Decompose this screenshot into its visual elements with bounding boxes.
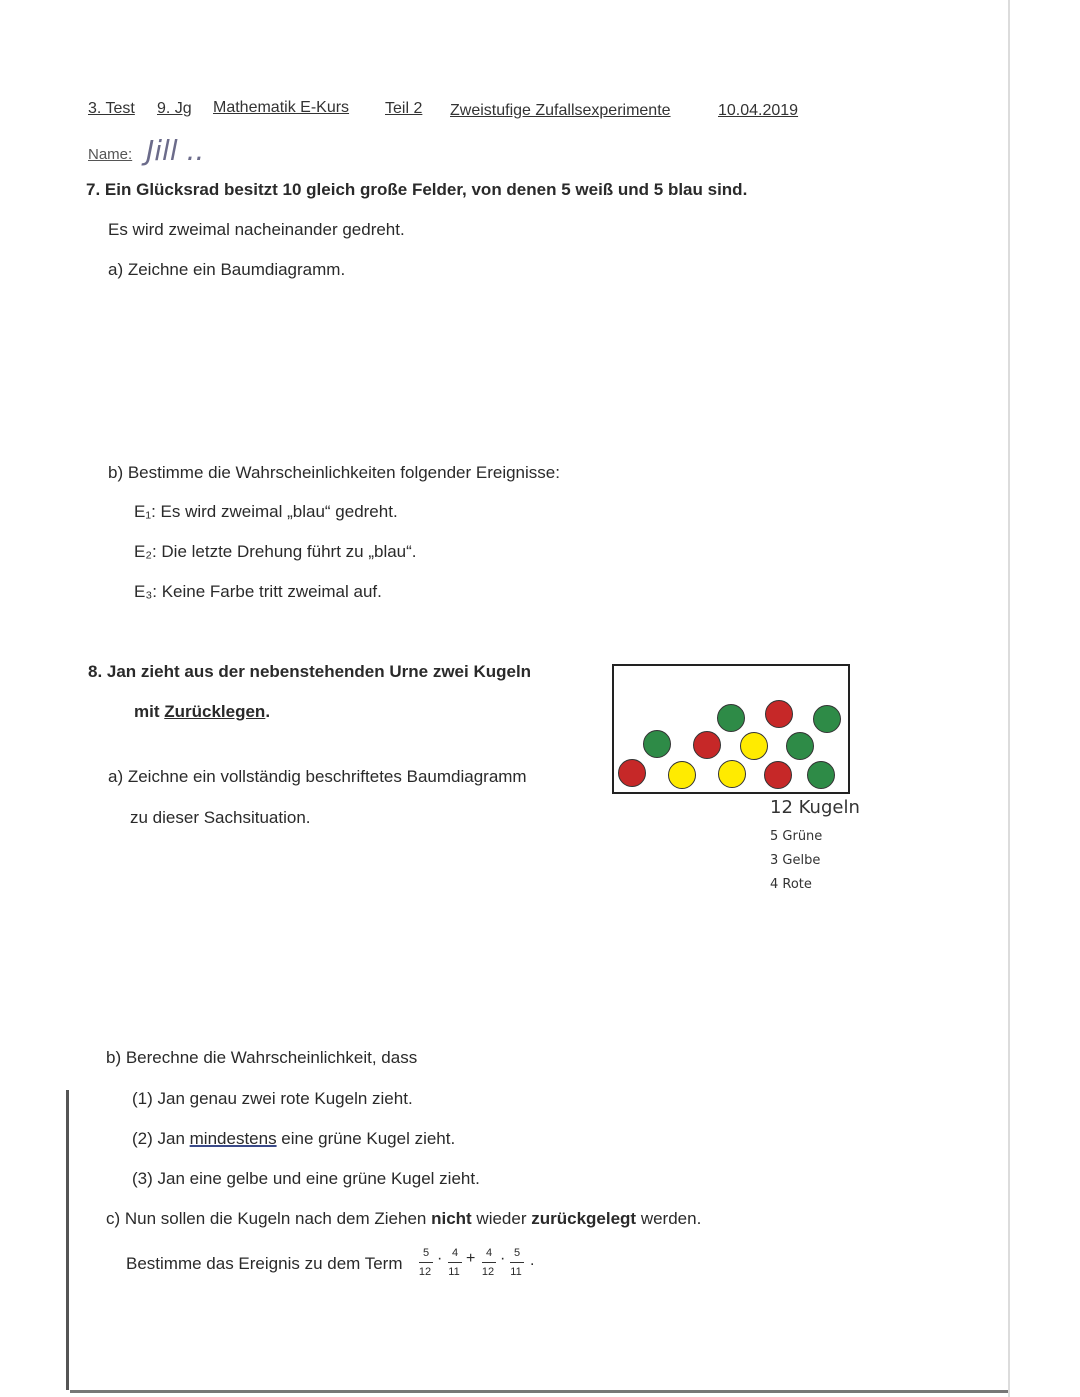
frac-numerator: 4 [451, 1247, 459, 1259]
header-subject: Mathematik E-Kurs [213, 99, 350, 116]
ball-green [807, 761, 835, 789]
frac-denominator: 12 [481, 1266, 495, 1278]
header-test: 3. Test [88, 100, 135, 117]
frac-line [419, 1262, 433, 1263]
multiply-dot: · [500, 1250, 506, 1267]
task7-e2: E₂: Die letzte Drehung führt zu „blau“. [134, 542, 417, 561]
task7-e3: E₃: Keine Farbe tritt zweimal auf. [134, 582, 382, 601]
frac-line [482, 1262, 496, 1263]
ball-red [618, 759, 646, 787]
task7-line2: Es wird zweimal nacheinander gedreht. [108, 220, 405, 239]
note-total: 12 Kugeln [770, 797, 860, 818]
task8-line1: 8. Jan zieht aus der nebenstehenden Urne zwei Kugeln [88, 662, 532, 681]
page-edge-bottom [70, 1390, 1008, 1393]
frac-denominator: 11 [510, 1266, 522, 1278]
task8-c-prefix: c) Nun sollen die Kugeln nach dem Ziehen [106, 1209, 432, 1228]
task7-b: b) Bestimme die Wahrscheinlichkeiten folgender Ereignisse: [108, 463, 560, 482]
ball-green [643, 730, 671, 758]
ball-red [693, 731, 721, 759]
frac-denominator: 11 [448, 1266, 460, 1278]
task8-mindestens: mindestens [189, 1129, 277, 1148]
task8-b2-prefix: (2) Jan [132, 1129, 190, 1148]
task8-line2 [134, 702, 270, 722]
task8-b2 [132, 1129, 455, 1149]
task8-line2-suffix: . [265, 702, 271, 721]
term-end-dot: . [530, 1252, 535, 1269]
task8-c-zurueckgelegt: zurückgelegt [531, 1209, 637, 1228]
task8-a2: zu dieser Sachsituation. [130, 808, 311, 827]
name-label: Name: [88, 146, 133, 163]
ball-yellow [718, 760, 746, 788]
task8-c-suffix: werden. [636, 1209, 702, 1228]
note-green: 5 Grüne [770, 829, 823, 844]
task7-number: 7. [86, 180, 101, 199]
task7-intro-text: Ein Glücksrad besitzt 10 gleich große Felder, von denen 5 weiß und 5 blau sind. [104, 180, 748, 199]
ball-red [765, 700, 793, 728]
frac-line [448, 1262, 462, 1263]
task7-a: a) Zeichne ein Baumdiagramm. [108, 260, 346, 279]
note-yellow: 3 Gelbe [770, 853, 821, 868]
ball-red [764, 761, 792, 789]
name-value: Jill .. [146, 134, 205, 167]
frac-numerator: 5 [422, 1247, 430, 1259]
header-grade: 9. Jg [157, 100, 192, 117]
header-topic: Zweistufige Zufallsexperimente [450, 102, 671, 119]
note-red: 4 Rote [770, 877, 812, 892]
header-part: Teil 2 [385, 100, 423, 117]
frac-denominator: 12 [418, 1266, 432, 1278]
page-edge-right [1008, 0, 1010, 1397]
task8-line2-prefix: mit [134, 702, 165, 721]
header-date: 10.04.2019 [718, 102, 799, 119]
ball-green [786, 732, 814, 760]
frac-numerator: 5 [513, 1247, 521, 1259]
task8-c-nicht: nicht [431, 1209, 472, 1228]
task8-c [106, 1209, 701, 1229]
ball-green [813, 705, 841, 733]
task8-a1: a) Zeichne ein vollständig beschriftetes Baumdiagramm [108, 767, 527, 786]
task7-e1: E₁: Es wird zweimal „blau“ gedreht. [134, 502, 398, 521]
frac-numerator: 4 [485, 1247, 493, 1259]
task8-zuruecklegen: Zurücklegen [164, 702, 266, 721]
frac-line [510, 1262, 524, 1263]
ball-green [717, 704, 745, 732]
task8-c-mid: wieder [471, 1209, 532, 1228]
multiply-dot: · [437, 1250, 443, 1267]
task7-intro [86, 180, 747, 200]
ball-yellow [740, 732, 768, 760]
task8-b1: (1) Jan genau zwei rote Kugeln zieht. [132, 1089, 413, 1108]
task8-b3: (3) Jan eine gelbe und eine grüne Kugel zieht. [132, 1169, 480, 1188]
ball-yellow [668, 761, 696, 789]
task8-b: b) Berechne die Wahrscheinlichkeit, dass [106, 1048, 418, 1067]
task8-c-term-label: Bestimme das Ereignis zu dem Term [126, 1254, 403, 1273]
plus-sign: + [466, 1250, 476, 1267]
task8-b2-suffix: eine grüne Kugel zieht. [276, 1129, 456, 1148]
page-edge-left [66, 1090, 69, 1390]
